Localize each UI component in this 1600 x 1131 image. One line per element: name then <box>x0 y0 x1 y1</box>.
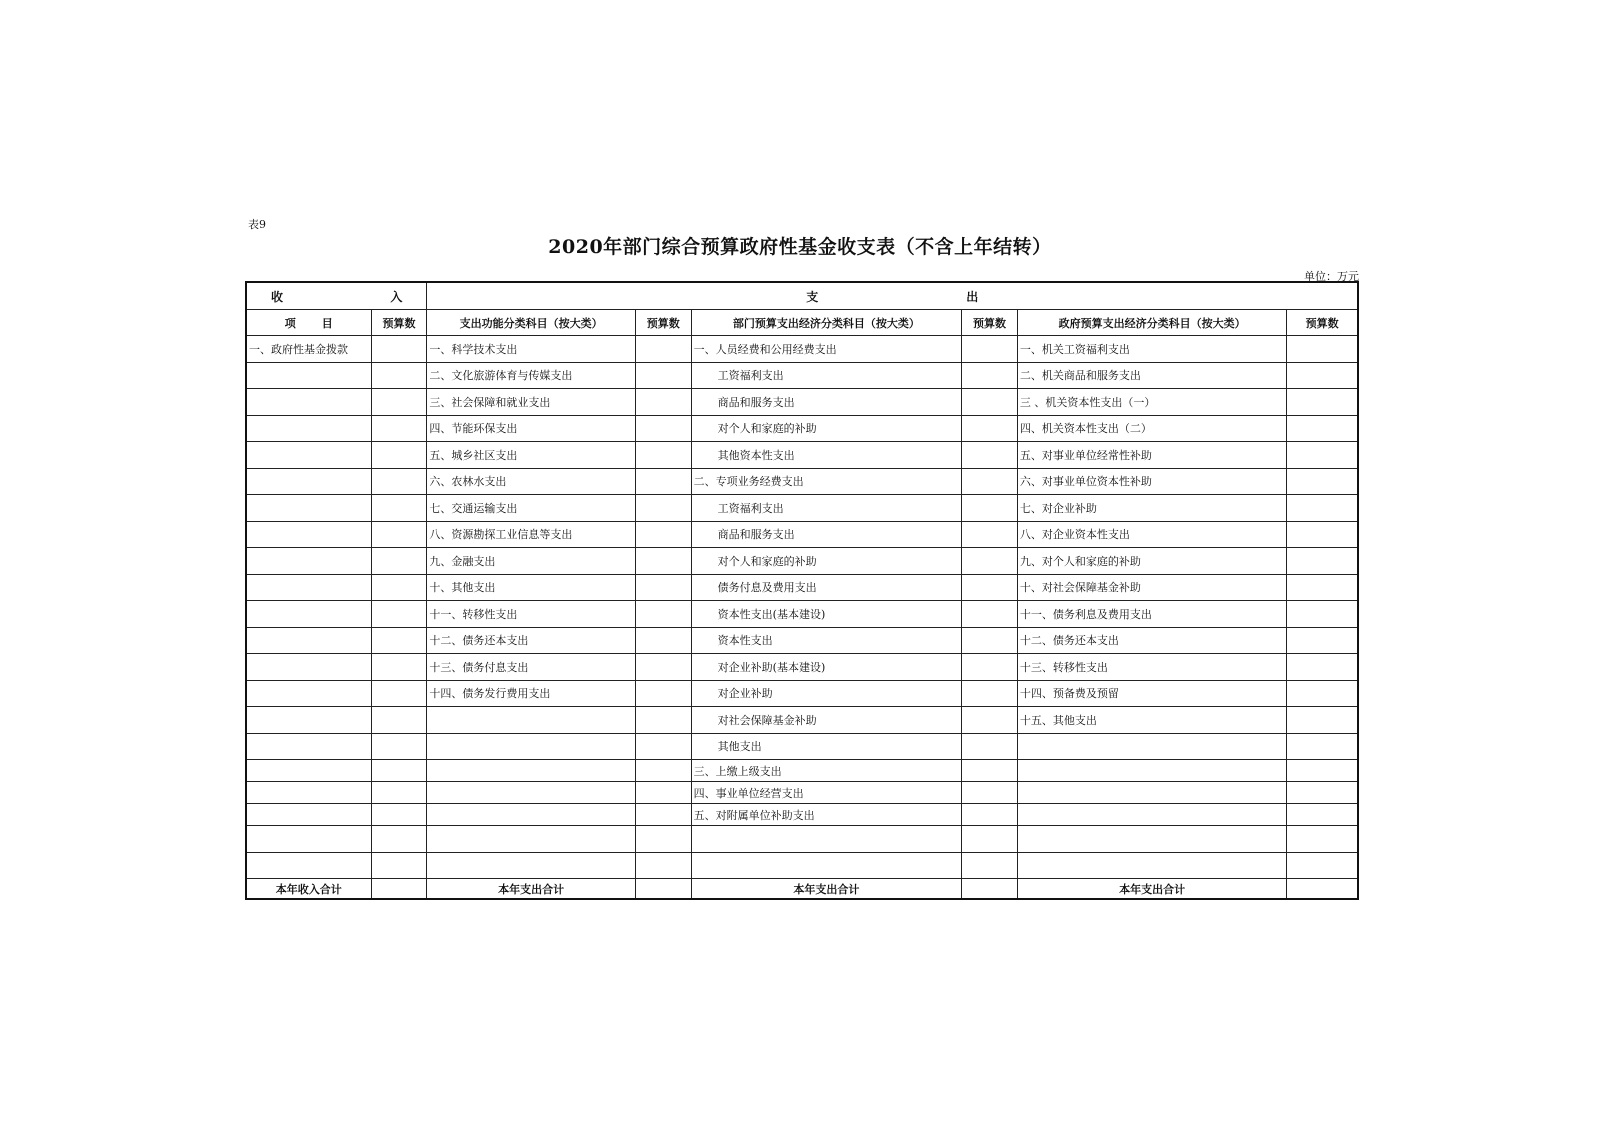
income-budget-cell <box>371 389 427 416</box>
dept-total-label: 本年支出合计 <box>691 879 961 900</box>
func-budget-cell <box>635 362 691 389</box>
func-total-label: 本年支出合计 <box>427 879 635 900</box>
dept-item-cell: 对企业补助 <box>691 680 961 707</box>
func-budget-cell <box>635 336 691 363</box>
income-item-cell <box>246 760 371 782</box>
gov-item-cell: 七、对企业补助 <box>1017 495 1286 522</box>
table-row <box>246 601 1358 628</box>
gov-class-header: 政府预算支出经济分类科目（按大类） <box>1017 310 1286 336</box>
table-row <box>246 468 1358 495</box>
dept-item-cell: 对个人和家庭的补助 <box>691 415 961 442</box>
gov-item-cell: 十、对社会保障基金补助 <box>1017 574 1286 601</box>
dept-item-cell: 工资福利支出 <box>691 362 961 389</box>
func-budget-cell <box>635 707 691 734</box>
table-row <box>246 442 1358 469</box>
table-row <box>246 804 1358 826</box>
dept-budget-cell <box>962 389 1018 416</box>
func-budget-cell <box>635 826 691 853</box>
func-budget-cell <box>635 852 691 879</box>
dept-item-cell: 五、对附属单位补助支出 <box>691 804 961 826</box>
func-budget-cell <box>635 468 691 495</box>
gov-budget-cell <box>1287 654 1358 681</box>
income-total-value <box>371 879 427 900</box>
gov-budget-cell <box>1287 733 1358 760</box>
income-budget-cell <box>371 601 427 628</box>
dept-budget-cell <box>962 852 1018 879</box>
func-item-cell: 十一、转移性支出 <box>427 601 635 628</box>
totals-row <box>246 879 1358 900</box>
dept-budget-cell <box>962 442 1018 469</box>
gov-budget-cell <box>1287 804 1358 826</box>
income-budget-header: 预算数 <box>371 310 427 336</box>
dept-budget-cell <box>962 733 1018 760</box>
gov-budget-cell <box>1287 389 1358 416</box>
table-row <box>246 707 1358 734</box>
income-item-cell <box>246 826 371 853</box>
gov-item-cell: 十二、债务还本支出 <box>1017 627 1286 654</box>
item-header <box>246 310 371 336</box>
income-item-cell <box>246 707 371 734</box>
expense-header <box>427 282 1358 310</box>
gov-budget-cell <box>1287 707 1358 734</box>
func-item-cell <box>427 733 635 760</box>
table-row <box>246 627 1358 654</box>
dept-item-cell: 工资福利支出 <box>691 495 961 522</box>
gov-budget-cell <box>1287 826 1358 853</box>
income-budget-cell <box>371 495 427 522</box>
dept-total-value <box>962 879 1018 900</box>
income-budget-cell <box>371 826 427 853</box>
dept-budget-cell <box>962 495 1018 522</box>
header-row-1 <box>246 282 1358 310</box>
dept-budget-header: 预算数 <box>962 310 1018 336</box>
income-budget-cell <box>371 574 427 601</box>
table-row <box>246 782 1358 804</box>
func-budget-header: 预算数 <box>635 310 691 336</box>
dept-item-cell: 对企业补助(基本建设) <box>691 654 961 681</box>
income-item-cell <box>246 468 371 495</box>
income-item-cell <box>246 495 371 522</box>
gov-budget-cell <box>1287 336 1358 363</box>
dept-budget-cell <box>962 654 1018 681</box>
dept-item-cell: 一、人员经费和公用经费支出 <box>691 336 961 363</box>
dept-budget-cell <box>962 707 1018 734</box>
dept-item-cell: 对社会保障基金补助 <box>691 707 961 734</box>
gov-budget-cell <box>1287 601 1358 628</box>
gov-budget-cell <box>1287 468 1358 495</box>
income-item-cell <box>246 442 371 469</box>
gov-item-cell: 十三、转移性支出 <box>1017 654 1286 681</box>
income-budget-cell <box>371 627 427 654</box>
func-budget-cell <box>635 574 691 601</box>
gov-item-cell: 十五、其他支出 <box>1017 707 1286 734</box>
func-item-cell: 八、资源勘探工业信息等支出 <box>427 521 635 548</box>
header-row-2 <box>246 310 1358 336</box>
dept-item-cell: 商品和服务支出 <box>691 521 961 548</box>
income-budget-cell <box>371 521 427 548</box>
income-item-cell: 一、政府性基金拨款 <box>246 336 371 363</box>
gov-item-cell <box>1017 826 1286 853</box>
dept-budget-cell <box>962 782 1018 804</box>
func-budget-cell <box>635 627 691 654</box>
income-item-cell <box>246 654 371 681</box>
gov-item-cell <box>1017 804 1286 826</box>
func-item-cell: 五、城乡社区支出 <box>427 442 635 469</box>
dept-item-cell: 商品和服务支出 <box>691 389 961 416</box>
income-budget-cell <box>371 733 427 760</box>
income-item-cell <box>246 733 371 760</box>
dept-budget-cell <box>962 804 1018 826</box>
empty-row <box>246 852 1358 879</box>
dept-budget-cell <box>962 826 1018 853</box>
dept-item-cell: 其他资本性支出 <box>691 442 961 469</box>
dept-item-cell: 资本性支出(基本建设) <box>691 601 961 628</box>
gov-item-cell: 五、对事业单位经常性补助 <box>1017 442 1286 469</box>
func-budget-cell <box>635 601 691 628</box>
income-header <box>246 282 427 310</box>
func-budget-cell <box>635 415 691 442</box>
dept-item-cell <box>691 826 961 853</box>
expense-header-char-2: 出 <box>966 289 979 304</box>
dept-item-cell: 二、专项业务经费支出 <box>691 468 961 495</box>
table-row <box>246 654 1358 681</box>
budget-table <box>245 281 1359 900</box>
gov-budget-cell <box>1287 521 1358 548</box>
func-item-cell: 十二、债务还本支出 <box>427 627 635 654</box>
income-item-cell <box>246 601 371 628</box>
gov-item-cell <box>1017 782 1286 804</box>
expense-header-char-1: 支 <box>806 289 819 304</box>
func-item-cell <box>427 852 635 879</box>
table-row <box>246 389 1358 416</box>
income-budget-cell <box>371 442 427 469</box>
gov-budget-cell <box>1287 760 1358 782</box>
gov-item-cell: 十一、债务利息及费用支出 <box>1017 601 1286 628</box>
income-budget-cell <box>371 336 427 363</box>
dept-budget-cell <box>962 548 1018 575</box>
gov-budget-cell <box>1287 852 1358 879</box>
dept-budget-cell <box>962 574 1018 601</box>
func-budget-cell <box>635 782 691 804</box>
item-header-char-2: 目 <box>321 316 333 330</box>
gov-budget-cell <box>1287 495 1358 522</box>
func-item-cell <box>427 804 635 826</box>
income-item-cell <box>246 548 371 575</box>
unit-label: 单位：万元 <box>1304 270 1359 283</box>
income-budget-cell <box>371 782 427 804</box>
table-row <box>246 415 1358 442</box>
gov-budget-cell <box>1287 627 1358 654</box>
gov-budget-cell <box>1287 415 1358 442</box>
dept-item-cell: 三、上缴上级支出 <box>691 760 961 782</box>
func-budget-cell <box>635 733 691 760</box>
table-row <box>246 574 1358 601</box>
func-item-cell: 六、农林水支出 <box>427 468 635 495</box>
func-class-header: 支出功能分类科目（按大类） <box>427 310 635 336</box>
table-row <box>246 362 1358 389</box>
func-item-cell <box>427 826 635 853</box>
dept-budget-cell <box>962 521 1018 548</box>
dept-budget-cell <box>962 760 1018 782</box>
gov-budget-header: 预算数 <box>1287 310 1358 336</box>
gov-item-cell <box>1017 760 1286 782</box>
table-row <box>246 521 1358 548</box>
dept-budget-cell <box>962 362 1018 389</box>
dept-budget-cell <box>962 468 1018 495</box>
table-row <box>246 495 1358 522</box>
income-item-cell <box>246 852 371 879</box>
gov-item-cell: 四、机关资本性支出（二） <box>1017 415 1286 442</box>
dept-item-cell <box>691 852 961 879</box>
gov-total-label: 本年支出合计 <box>1017 879 1286 900</box>
func-item-cell: 十、其他支出 <box>427 574 635 601</box>
income-budget-cell <box>371 707 427 734</box>
func-item-cell: 四、节能环保支出 <box>427 415 635 442</box>
income-budget-cell <box>371 760 427 782</box>
table-number: 表9 <box>248 218 266 231</box>
func-item-cell: 二、文化旅游体育与传媒支出 <box>427 362 635 389</box>
income-item-cell <box>246 680 371 707</box>
dept-item-cell: 其他支出 <box>691 733 961 760</box>
income-item-cell <box>246 782 371 804</box>
func-item-cell <box>427 760 635 782</box>
income-total-label: 本年收入合计 <box>246 879 371 900</box>
func-budget-cell <box>635 389 691 416</box>
income-item-cell <box>246 627 371 654</box>
income-header-char-1: 收 <box>271 289 284 304</box>
income-item-cell <box>246 804 371 826</box>
func-item-cell: 十三、债务付息支出 <box>427 654 635 681</box>
dept-budget-cell <box>962 680 1018 707</box>
func-item-cell <box>427 707 635 734</box>
func-item-cell: 十四、债务发行费用支出 <box>427 680 635 707</box>
gov-budget-cell <box>1287 680 1358 707</box>
income-budget-cell <box>371 680 427 707</box>
dept-item-cell: 债务付息及费用支出 <box>691 574 961 601</box>
income-item-cell <box>246 415 371 442</box>
gov-budget-cell <box>1287 782 1358 804</box>
dept-budget-cell <box>962 601 1018 628</box>
income-budget-cell <box>371 804 427 826</box>
gov-item-cell <box>1017 733 1286 760</box>
dept-class-header: 部门预算支出经济分类科目（按大类） <box>691 310 961 336</box>
func-total-value <box>635 879 691 900</box>
income-budget-cell <box>371 852 427 879</box>
income-item-cell <box>246 362 371 389</box>
dept-budget-cell <box>962 627 1018 654</box>
dept-budget-cell <box>962 415 1018 442</box>
income-budget-cell <box>371 548 427 575</box>
gov-item-cell: 一、机关工资福利支出 <box>1017 336 1286 363</box>
func-budget-cell <box>635 521 691 548</box>
gov-item-cell: 八、对企业资本性支出 <box>1017 521 1286 548</box>
gov-budget-cell <box>1287 362 1358 389</box>
gov-item-cell <box>1017 852 1286 879</box>
func-item-cell: 七、交通运输支出 <box>427 495 635 522</box>
dept-item-cell: 资本性支出 <box>691 627 961 654</box>
income-budget-cell <box>371 468 427 495</box>
gov-budget-cell <box>1287 574 1358 601</box>
func-item-cell: 一、科学技术支出 <box>427 336 635 363</box>
table-row <box>246 336 1358 363</box>
table-row <box>246 760 1358 782</box>
gov-item-cell: 六、对事业单位资本性补助 <box>1017 468 1286 495</box>
gov-budget-cell <box>1287 548 1358 575</box>
table-row <box>246 548 1358 575</box>
func-budget-cell <box>635 442 691 469</box>
empty-row <box>246 826 1358 853</box>
income-item-cell <box>246 574 371 601</box>
income-header-char-2: 入 <box>390 289 403 304</box>
gov-item-cell: 二、机关商品和服务支出 <box>1017 362 1286 389</box>
func-budget-cell <box>635 548 691 575</box>
dept-item-cell: 对个人和家庭的补助 <box>691 548 961 575</box>
func-budget-cell <box>635 495 691 522</box>
page-title: 2020年部门综合预算政府性基金收支表（不含上年结转） <box>548 236 1052 258</box>
gov-item-cell: 九、对个人和家庭的补助 <box>1017 548 1286 575</box>
income-item-cell <box>246 521 371 548</box>
gov-item-cell: 十四、预备费及预留 <box>1017 680 1286 707</box>
func-item-cell: 三、社会保障和就业支出 <box>427 389 635 416</box>
gov-total-value <box>1287 879 1358 900</box>
item-header-char-1: 项 <box>284 316 296 330</box>
income-budget-cell <box>371 415 427 442</box>
gov-budget-cell <box>1287 442 1358 469</box>
income-budget-cell <box>371 654 427 681</box>
table-row <box>246 680 1358 707</box>
func-budget-cell <box>635 654 691 681</box>
func-item-cell: 九、金融支出 <box>427 548 635 575</box>
func-item-cell <box>427 782 635 804</box>
table-row <box>246 733 1358 760</box>
dept-budget-cell <box>962 336 1018 363</box>
dept-item-cell: 四、事业单位经营支出 <box>691 782 961 804</box>
func-budget-cell <box>635 680 691 707</box>
func-budget-cell <box>635 804 691 826</box>
func-budget-cell <box>635 760 691 782</box>
income-budget-cell <box>371 362 427 389</box>
income-item-cell <box>246 389 371 416</box>
gov-item-cell: 三 、机关资本性支出（一） <box>1017 389 1286 416</box>
